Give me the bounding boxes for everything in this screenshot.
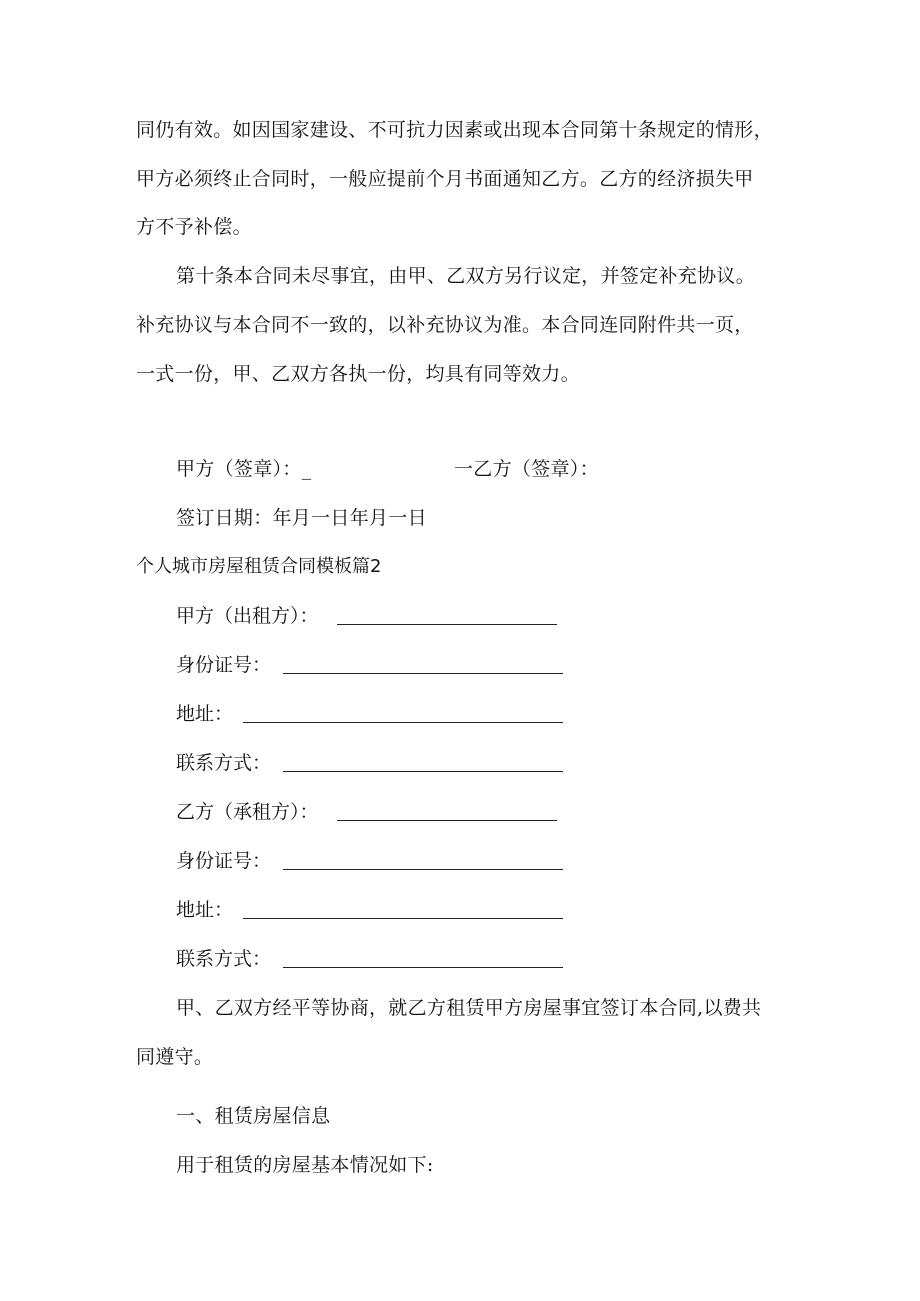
lessee-contact-label: 联系方式： xyxy=(176,948,272,970)
lessee-address-label: 地址： xyxy=(176,899,234,921)
lessee-contact-blank xyxy=(283,949,563,968)
lessor-id-field xyxy=(176,652,563,678)
lessor-id-label: 身份证号： xyxy=(176,654,272,676)
lessor-address-blank xyxy=(243,704,563,723)
lessee-field xyxy=(176,799,557,825)
lessor-contact-field xyxy=(176,750,563,776)
paragraph-continuation-line-3: 方不予补偿。 xyxy=(136,216,252,238)
section-title: 个人城市房屋租赁合同模板篇2 xyxy=(136,556,382,577)
paragraph-continuation-line-1: 同仍有效。如因国家建设、不可抗力因素或出现本合同第十条规定的情形， xyxy=(136,119,773,141)
section-one-title: 一、租赁房屋信息 xyxy=(176,1105,331,1127)
lessee-label: 乙方（承租方）： xyxy=(176,801,319,823)
article-ten-line-3: 一式一份，甲、乙双方各执一份，均具有同等效力。 xyxy=(136,363,580,385)
paragraph-continuation-line-2: 甲方必须终止合同时，一般应提前个月书面通知乙方。乙方的经济损失甲 xyxy=(136,168,754,190)
article-ten-line-1: 第十条本合同未尽事宜，由甲、乙双方另行议定，并签定补充协议。 xyxy=(176,265,756,287)
section-one-intro: 用于租赁的房屋基本情况如下: xyxy=(176,1154,434,1176)
lessor-field xyxy=(176,603,557,629)
lessor-blank xyxy=(337,606,557,625)
lessee-id-label: 身份证号： xyxy=(176,850,272,872)
agreement-line-1: 甲、乙双方经平等协商，就乙方租赁甲方房屋事宜签订本合同,以费共 xyxy=(176,997,762,1019)
lessee-blank xyxy=(337,802,557,821)
signing-date: 签订日期：年月一日年月一日 xyxy=(176,507,427,529)
lessee-address-blank xyxy=(243,900,563,919)
lessor-address-label: 地址： xyxy=(176,703,234,725)
lessee-id-blank xyxy=(283,851,563,870)
lessor-contact-blank xyxy=(283,753,563,772)
party-b-signature: 一乙方（签章）： xyxy=(454,458,599,480)
lessee-contact-field xyxy=(176,946,563,972)
lessor-label: 甲方（出租方）： xyxy=(176,605,319,627)
lessee-address-field xyxy=(176,897,563,923)
lessor-address-field xyxy=(176,701,563,727)
article-ten-line-2: 补充协议与本合同不一致的，以补充协议为准。本合同连同附件共一页， xyxy=(136,314,754,336)
lessor-contact-label: 联系方式： xyxy=(176,752,272,774)
agreement-line-2: 同遵守。 xyxy=(136,1046,214,1068)
lessor-id-blank xyxy=(283,655,563,674)
party-a-signature: 甲方（签章）：_ xyxy=(176,458,312,480)
lessee-id-field xyxy=(176,848,563,874)
